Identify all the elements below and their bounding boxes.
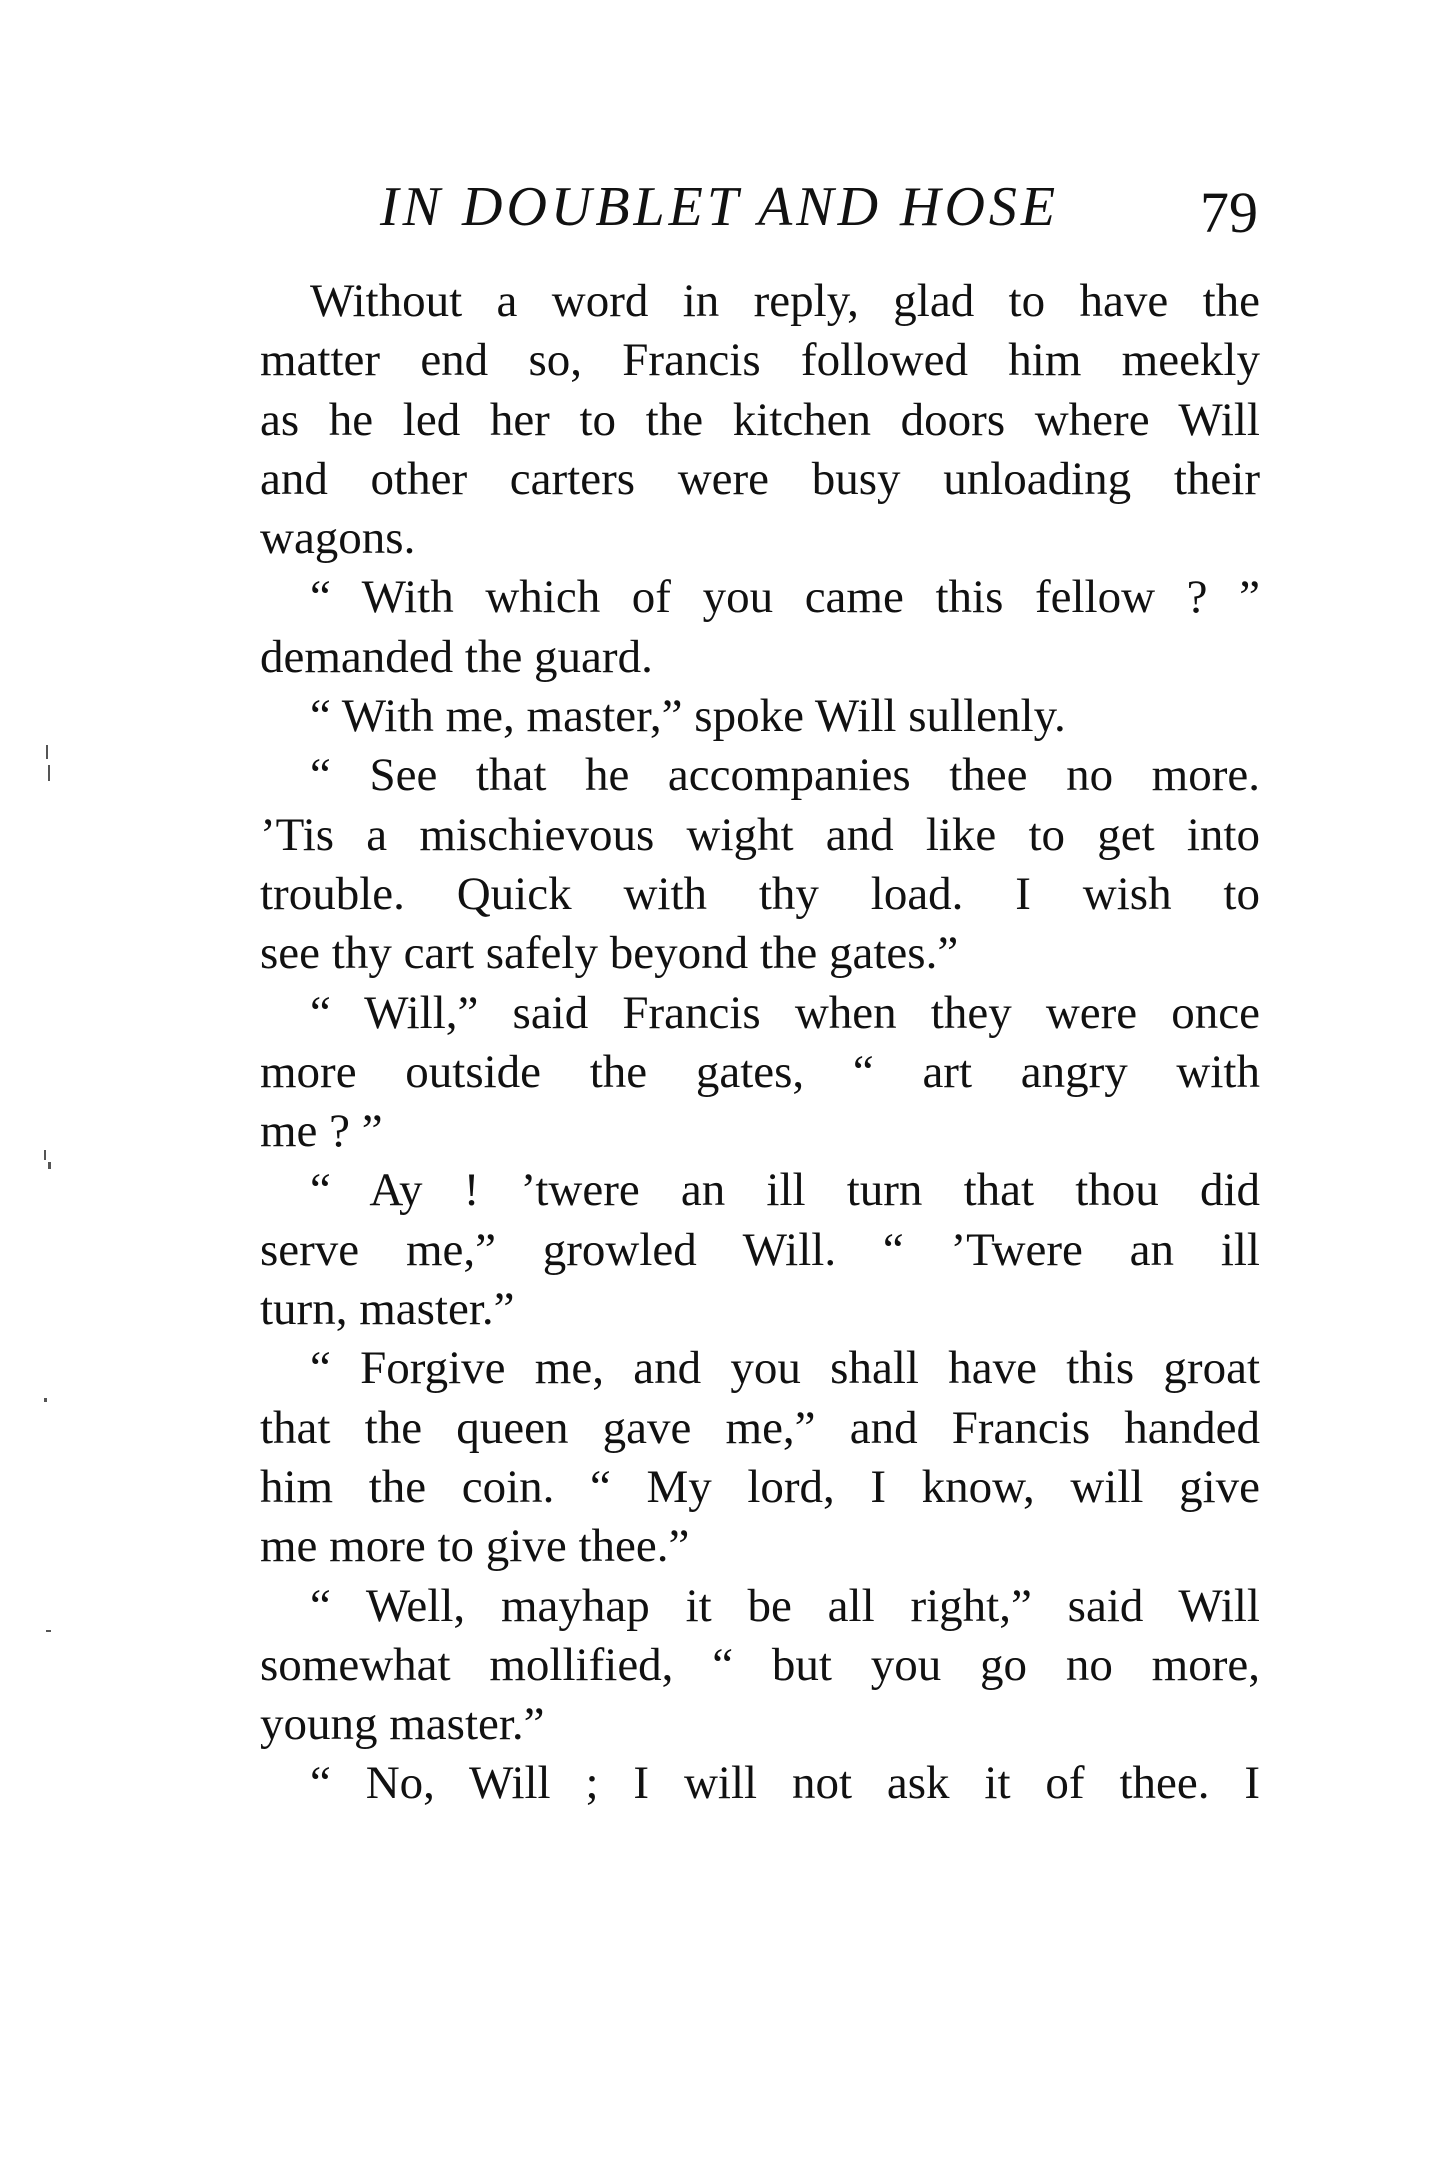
- running-title: IN DOUBLET AND HOSE: [380, 176, 1060, 238]
- page-number: 79: [1200, 180, 1258, 245]
- text-line: him the coin. “ My lord, I know, will give: [260, 1460, 1260, 1513]
- text-line: matter end so, Francis followed him meekly: [260, 334, 1260, 387]
- text-line: more outside the gates, “ art angry with: [260, 1045, 1260, 1098]
- text-line: and other carters were busy unloading their: [260, 452, 1260, 505]
- text-line: “ No, Will ; I will not ask it of thee. I: [310, 1757, 1260, 1810]
- text-line: trouble. Quick with thy load. I wish to: [260, 867, 1260, 920]
- text-line: serve me,” growled Will. “ ’Twere an ill: [260, 1223, 1260, 1276]
- text-line: “ Will,” said Francis when they were once: [310, 986, 1260, 1039]
- text-line: me ? ”: [260, 1105, 383, 1158]
- text-line: “ Ay ! ’twere an ill turn that thou did: [310, 1164, 1260, 1217]
- text-line: “ With which of you came this fellow ? ”: [310, 571, 1260, 624]
- text-line: me more to give thee.”: [260, 1520, 690, 1573]
- body-text: [260, 272, 1260, 1814]
- text-line: ’Tis a mischievous wight and like to get into: [260, 808, 1260, 861]
- text-line: that the queen gave me,” and Francis handed: [260, 1401, 1260, 1454]
- text-line: Without a word in reply, glad to have the: [310, 275, 1260, 327]
- text-line: as he led her to the kitchen doors where Will: [260, 393, 1260, 446]
- text-line: young master.”: [260, 1698, 545, 1751]
- running-head: [260, 172, 1260, 245]
- text-line: somewhat mollified, “ but you go no more,: [260, 1638, 1260, 1691]
- text-line: turn, master.”: [260, 1283, 515, 1336]
- text-line: “ Well, mayhap it be all right,” said Will: [310, 1579, 1260, 1632]
- text-line: “ Forgive me, and you shall have this groat: [310, 1342, 1260, 1395]
- text-line: wagons.: [260, 512, 416, 565]
- text-line: see thy cart safely beyond the gates.”: [260, 927, 959, 980]
- text-line: demanded the guard.: [260, 630, 653, 683]
- text-line: “ See that he accompanies thee no more.: [310, 749, 1260, 802]
- text-line: “ With me, master,” spoke Will sullenly.: [310, 690, 1066, 743]
